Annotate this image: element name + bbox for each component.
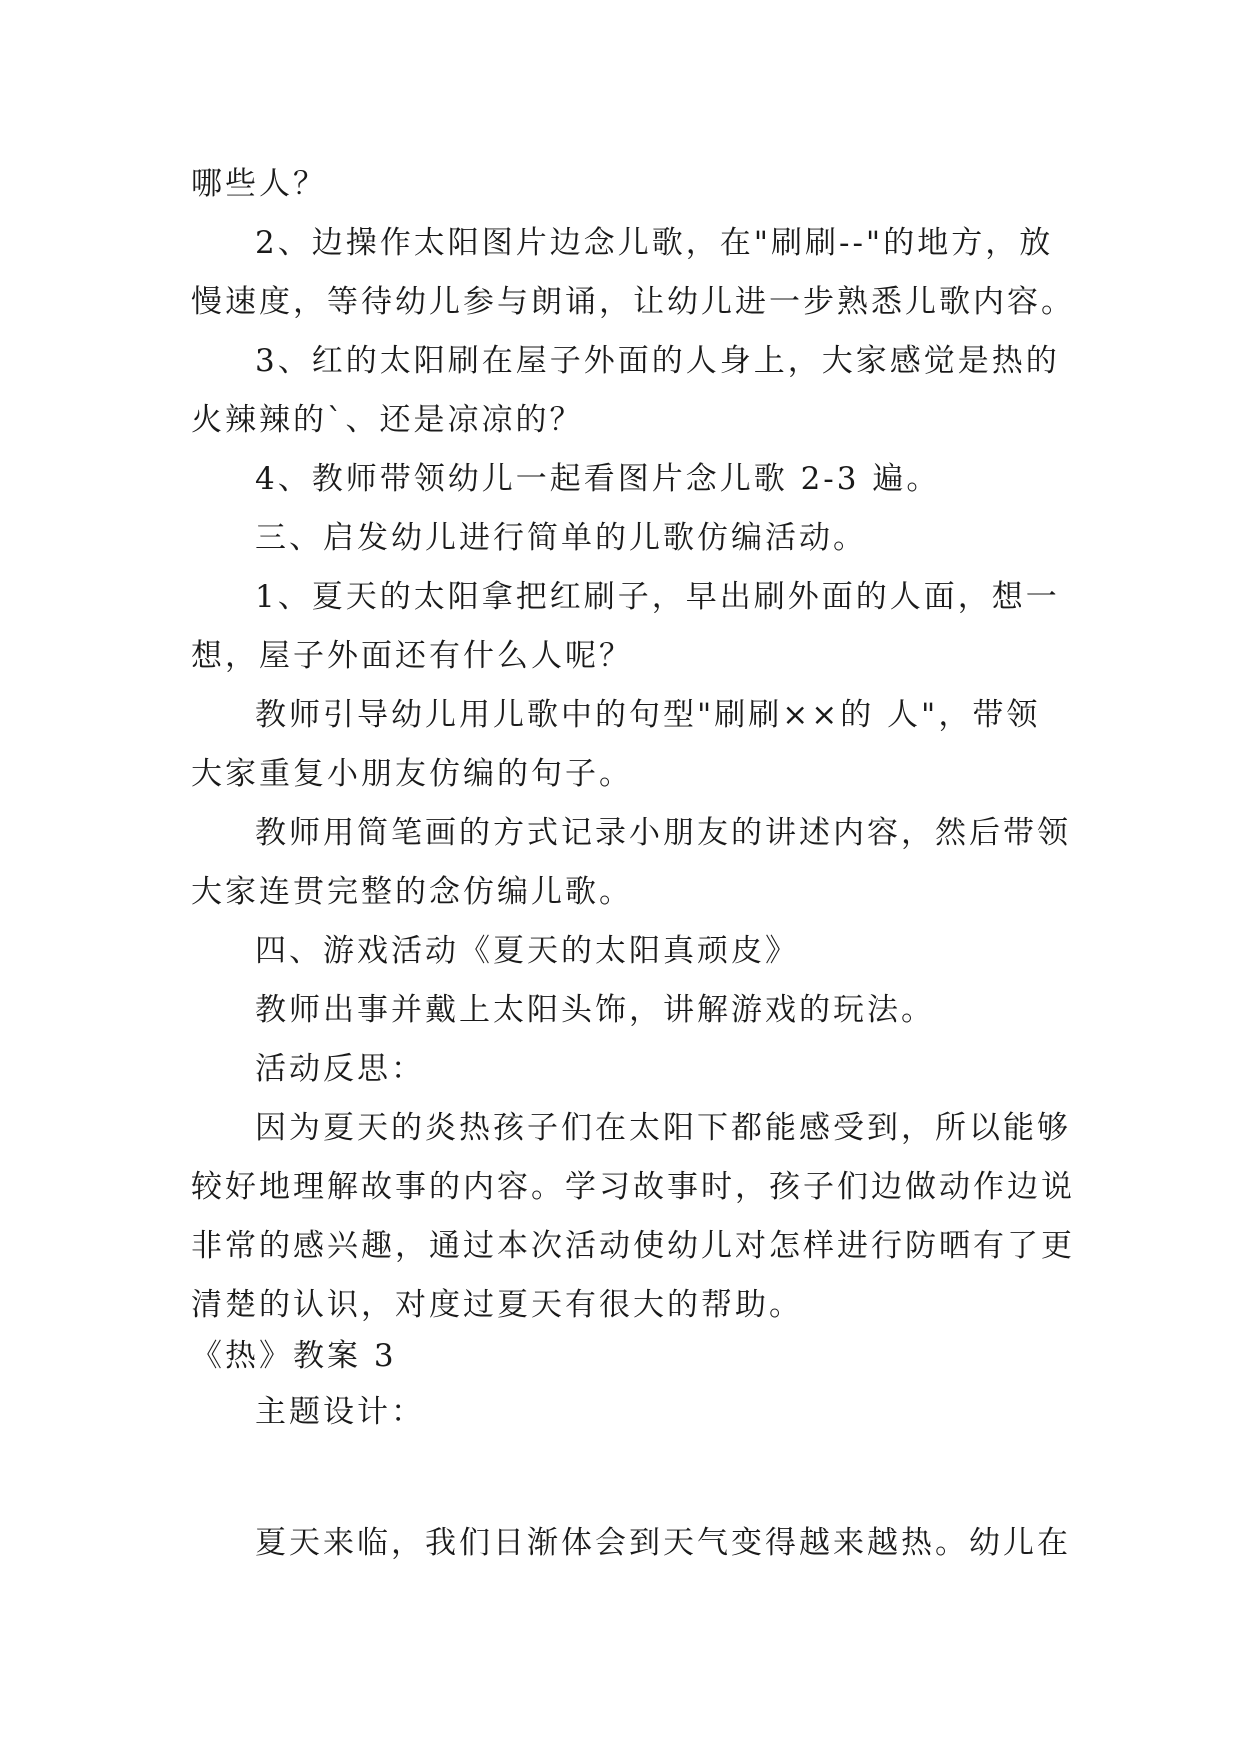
paragraph-line: 哪些人？ xyxy=(191,166,327,202)
paragraph-line: 4、教师带领幼儿一起看图片念儿歌 2-3 遍。 xyxy=(255,461,941,497)
paragraph-line: 1、夏天的太阳拿把红刷子，早出刷外面的人面，想一 xyxy=(255,579,1060,615)
section-heading: 四、游戏活动《夏天的太阳真顽皮》 xyxy=(255,933,799,969)
paragraph-line: 慢速度，等待幼儿参与朗诵，让幼儿进一步熟悉儿歌内容。 xyxy=(191,284,1075,320)
paragraph-line: 教师出事并戴上太阳头饰，讲解游戏的玩法。 xyxy=(255,992,935,1028)
section-heading: 活动反思： xyxy=(255,1051,425,1087)
paragraph-line: 2、边操作太阳图片边念儿歌，在"刷刷--"的地方，放 xyxy=(255,225,1054,261)
paragraph-line: 3、红的太阳刷在屋子外面的人身上，大家感觉是热的 xyxy=(255,343,1060,379)
section-heading: 三、启发幼儿进行简单的儿歌仿编活动。 xyxy=(255,520,867,556)
paragraph-line: 教师引导幼儿用儿歌中的句型"刷刷××的 人"，带领 xyxy=(255,697,1041,733)
document-title: 《热》教案 3 xyxy=(191,1338,397,1374)
paragraph-line: 大家重复小朋友仿编的句子。 xyxy=(191,756,633,792)
paragraph-line: 非常的感兴趣，通过本次活动使幼儿对怎样进行防晒有了更 xyxy=(191,1228,1075,1264)
paragraph-line: 想，屋子外面还有什么人呢？ xyxy=(191,638,633,674)
paragraph-line: 火辣辣的`、还是凉凉的？ xyxy=(191,402,584,438)
paragraph-line: 因为夏天的炎热孩子们在太阳下都能感受到，所以能够 xyxy=(255,1110,1071,1146)
paragraph-line: 大家连贯完整的念仿编儿歌。 xyxy=(191,874,633,910)
paragraph-line: 清楚的认识，对度过夏天有很大的帮助。 xyxy=(191,1287,803,1323)
paragraph-line: 教师用简笔画的方式记录小朋友的讲述内容，然后带领 xyxy=(255,815,1071,851)
paragraph-line: 较好地理解故事的内容。学习故事时，孩子们边做动作边说 xyxy=(191,1169,1075,1205)
paragraph-line: 夏天来临，我们日渐体会到天气变得越来越热。幼儿在 xyxy=(255,1525,1071,1561)
section-heading: 主题设计： xyxy=(255,1394,425,1430)
